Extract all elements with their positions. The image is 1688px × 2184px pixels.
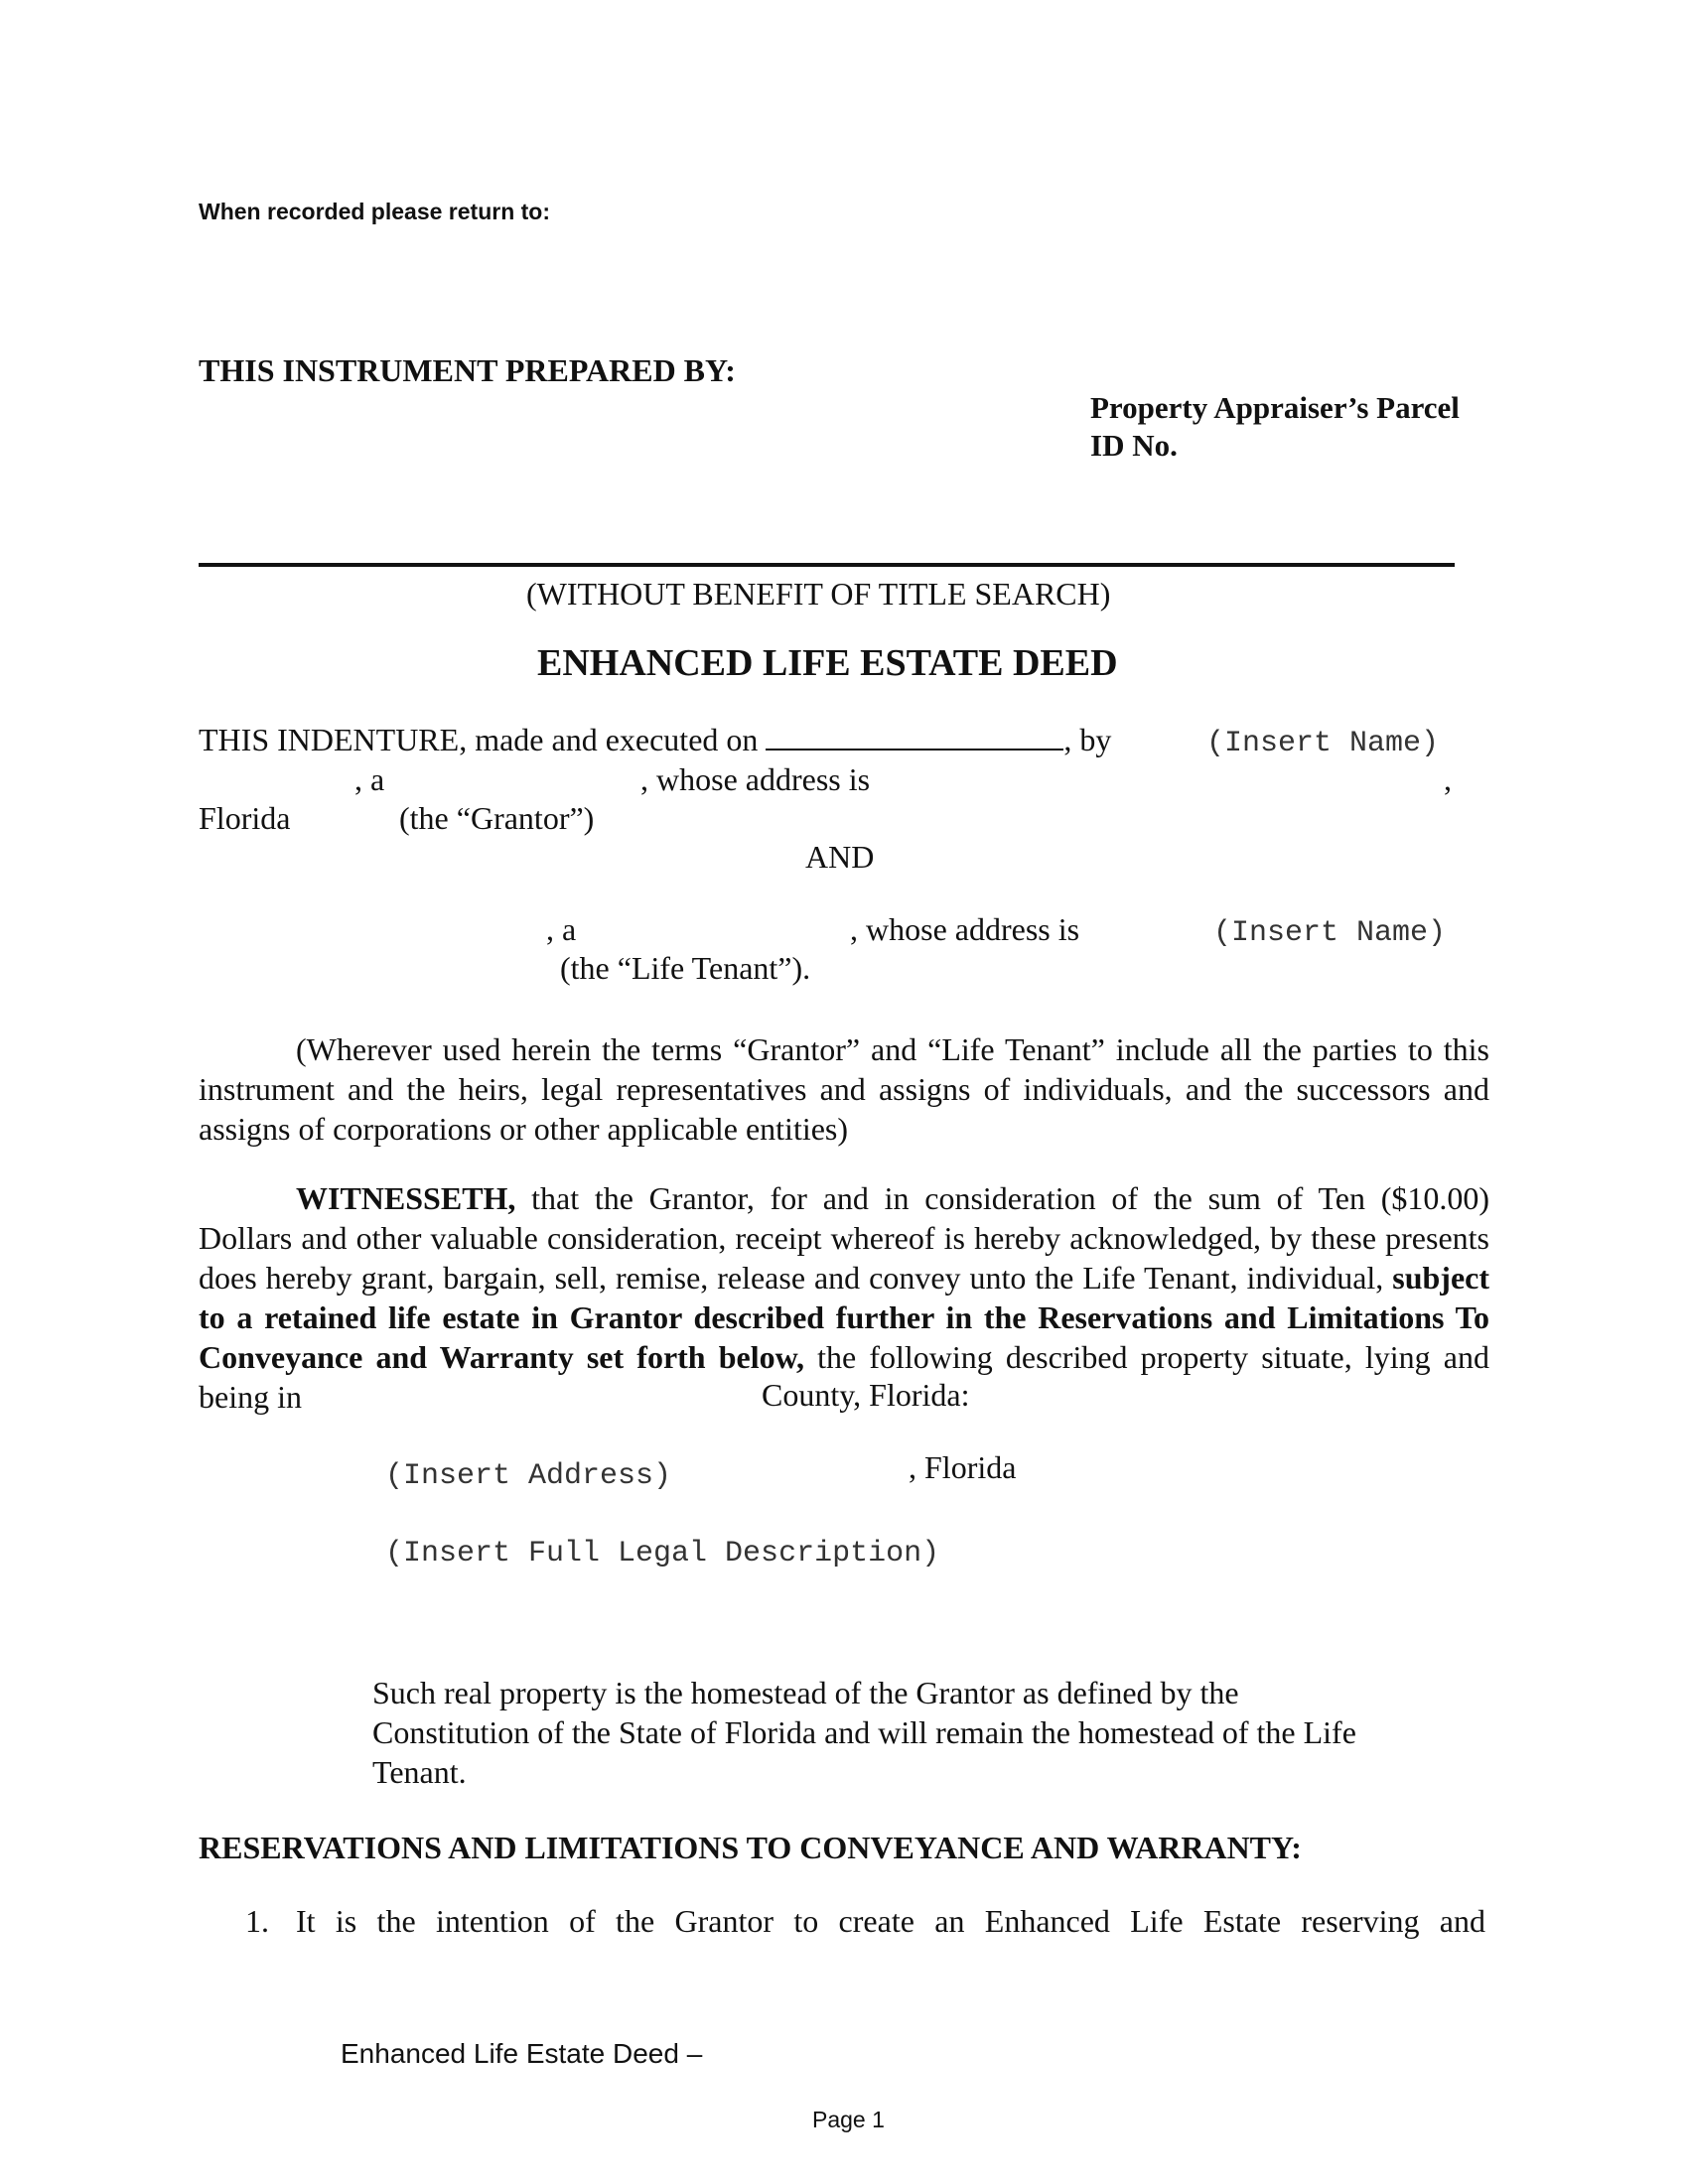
life-tenant-label: (the “Life Tenant”). xyxy=(560,950,811,986)
legal-description-placeholder[interactable]: (Insert Full Legal Description) xyxy=(385,1537,940,1570)
indenture-text: THIS INDENTURE, made and executed on xyxy=(199,722,759,757)
parcel-id-label-line2: ID No. xyxy=(1090,428,1178,463)
indenture-line xyxy=(199,722,1111,758)
and-text: AND xyxy=(805,839,875,875)
item-1-number: 1. xyxy=(245,1903,269,1939)
grantor-name-placeholder[interactable]: (Insert Name) xyxy=(1206,727,1440,760)
execution-date-blank[interactable] xyxy=(766,725,1063,751)
witnesseth-lead: WITNESSETH, xyxy=(296,1180,516,1216)
subtitle: (WITHOUT BENEFIT OF TITLE SEARCH) xyxy=(526,576,1111,612)
prepared-by-label: THIS INSTRUMENT PREPARED BY: xyxy=(199,352,736,388)
homestead-paragraph: Such real property is the homestead of the Grantor as defined by the Constitution of the State of Florida and will remain the homestead of the Life Tenant. xyxy=(372,1675,1356,1790)
grantor-address-comma: , xyxy=(1444,761,1452,797)
life-tenant-name-placeholder[interactable]: (Insert Name) xyxy=(1213,916,1447,950)
by-text: , by xyxy=(1063,722,1112,757)
grantor-address-text: , whose address is xyxy=(640,761,871,797)
item-1-text: It is the intention of the Grantor to create an Enhanced Life Estate reserving and xyxy=(296,1903,1485,1939)
definitions-paragraph: (Wherever used herein the terms “Grantor” and “Life Tenant” include all the parties to this instrument and the heirs, legal representatives and assigns of individuals, and the successors and assigns of corporations or other applicable entities) xyxy=(199,1031,1489,1147)
life-tenant-a-text: , a xyxy=(546,911,577,947)
florida-text: Florida xyxy=(199,800,291,836)
footer-doc-title: Enhanced Life Estate Deed – xyxy=(341,2038,703,2069)
retained-life-estate-clause: subject to a retained life estate in Grantor described further in the Reservations and Limitations To Conveyance and Warranty set forth below, xyxy=(199,1260,1489,1375)
property-florida-text: , Florida xyxy=(909,1449,1017,1485)
return-to-label: When recorded please return to: xyxy=(199,199,551,224)
reservations-heading: RESERVATIONS AND LIMITATIONS TO CONVEYANCE AND WARRANTY: xyxy=(199,1830,1302,1865)
page-title: ENHANCED LIFE ESTATE DEED xyxy=(537,642,1118,684)
property-address-placeholder[interactable]: (Insert Address) xyxy=(385,1459,672,1493)
county-text: County, Florida: xyxy=(762,1377,970,1413)
footer-page-number: Page 1 xyxy=(812,2107,885,2132)
grantor-label: (the “Grantor”) xyxy=(399,800,595,836)
header-divider xyxy=(199,563,1455,567)
life-tenant-address-text: , whose address is xyxy=(850,911,1080,947)
grantor-a-text: , a xyxy=(354,761,385,797)
witnesseth-paragraph: WITNESSETH, that the Grantor, for and in consideration of the sum of Ten ($10.00) Dollars and other valuable consideration, receipt whereof is hereby acknowledged, by these presents does hereby grant, bargain, sell, remise, release and convey unto the Life Tenant, individual, subject to a retained life estate in Grantor described further in the Reservations and Limitations To Conveyance and Warranty set forth below, the following described property situate, lying and being in xyxy=(199,1180,1490,1415)
parcel-id-label-line1: Property Appraiser’s Parcel xyxy=(1090,390,1460,425)
